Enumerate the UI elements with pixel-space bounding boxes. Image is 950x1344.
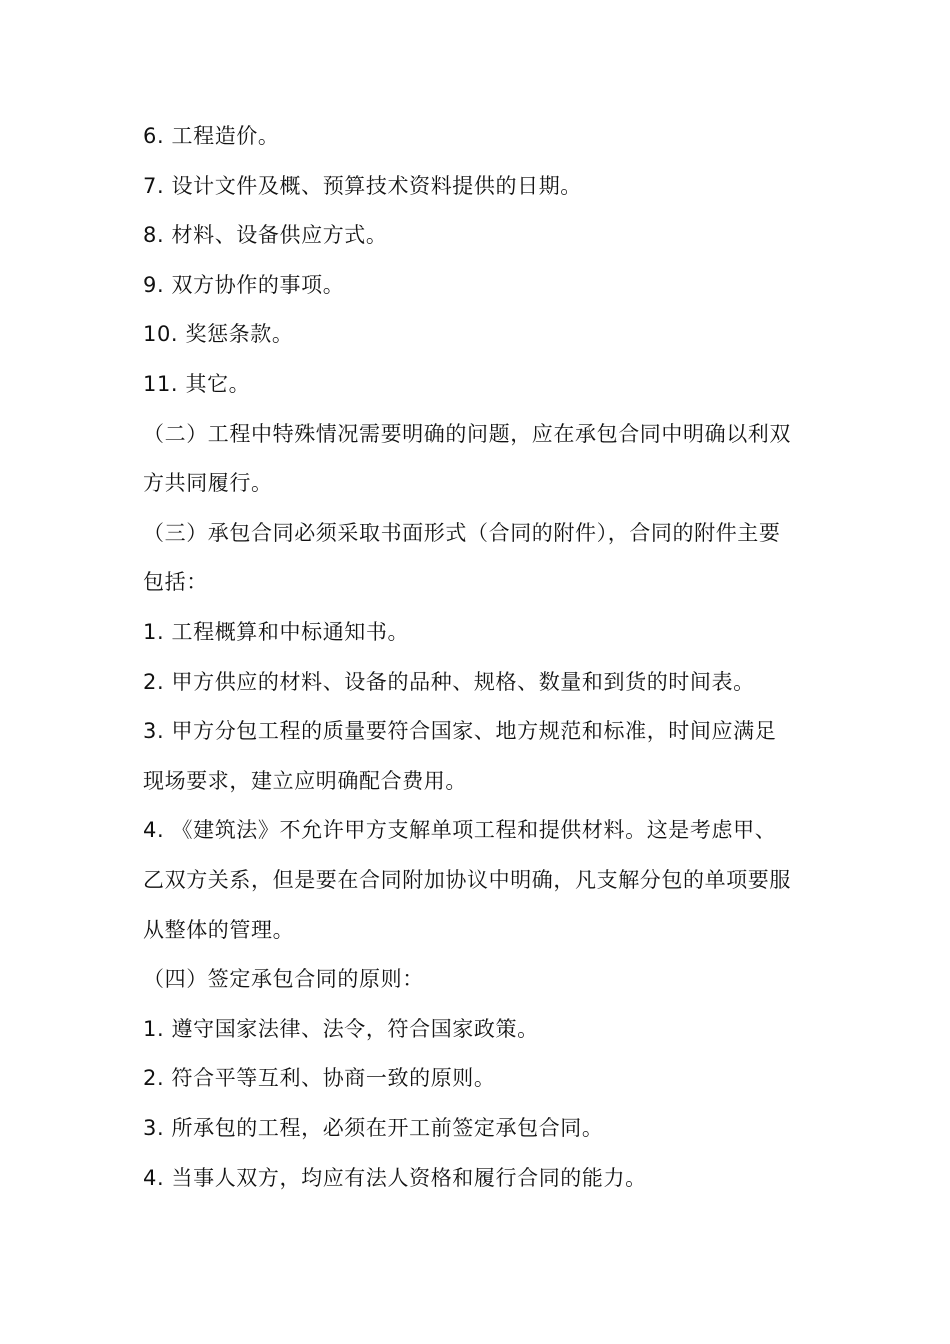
principle-item-1: 1. 遵守国家法律、法令，符合国家政策。 [143,1017,539,1041]
attachment-item-4-line-3: 从整体的管理。 [143,918,295,942]
section-3-paragraph-line-2: 包括： [143,570,208,594]
attachment-item-4-line-1: 4. 《建筑法》不允许甲方支解单项工程和提供材料。这是考虑甲、 [143,818,777,842]
list-item-8-materials-supply: 8. 材料、设备供应方式。 [143,223,388,247]
attachment-item-2: 2. 甲方供应的材料、设备的品种、规格、数量和到货的时间表。 [143,670,755,694]
principle-item-3: 3. 所承包的工程，必须在开工前签定承包合同。 [143,1116,604,1140]
attachment-item-3-line-2: 现场要求，建立应明确配合费用。 [143,769,467,793]
attachment-item-4-line-2: 乙双方关系，但是要在合同附加协议中明确，凡支解分包的单项要服 [143,868,791,892]
list-item-7-design-docs: 7. 设计文件及概、预算技术资料提供的日期。 [143,174,582,198]
section-3-paragraph-line-1: （三）承包合同必须采取书面形式（合同的附件），合同的附件主要 [143,521,781,545]
principle-item-4: 4. 当事人双方，均应有法人资格和履行合同的能力。 [143,1166,647,1190]
list-item-9-cooperation: 9. 双方协作的事项。 [143,273,345,297]
section-2-paragraph-line-2: 方共同履行。 [143,471,273,495]
section-2-paragraph-line-1: （二）工程中特殊情况需要明确的问题，应在承包合同中明确以利双 [143,422,791,446]
section-4-heading: （四）签定承包合同的原则： [143,967,424,991]
attachment-item-1: 1. 工程概算和中标通知书。 [143,620,410,644]
list-item-10-rewards: 10. 奖惩条款。 [143,322,294,346]
principle-item-2: 2. 符合平等互利、协商一致的原则。 [143,1066,496,1090]
attachment-item-3-line-1: 3. 甲方分包工程的质量要符合国家、地方规范和标准，时间应满足 [143,719,777,743]
list-item-6-cost: 6. 工程造价。 [143,124,280,148]
list-item-11-other: 11. 其它。 [143,372,251,396]
